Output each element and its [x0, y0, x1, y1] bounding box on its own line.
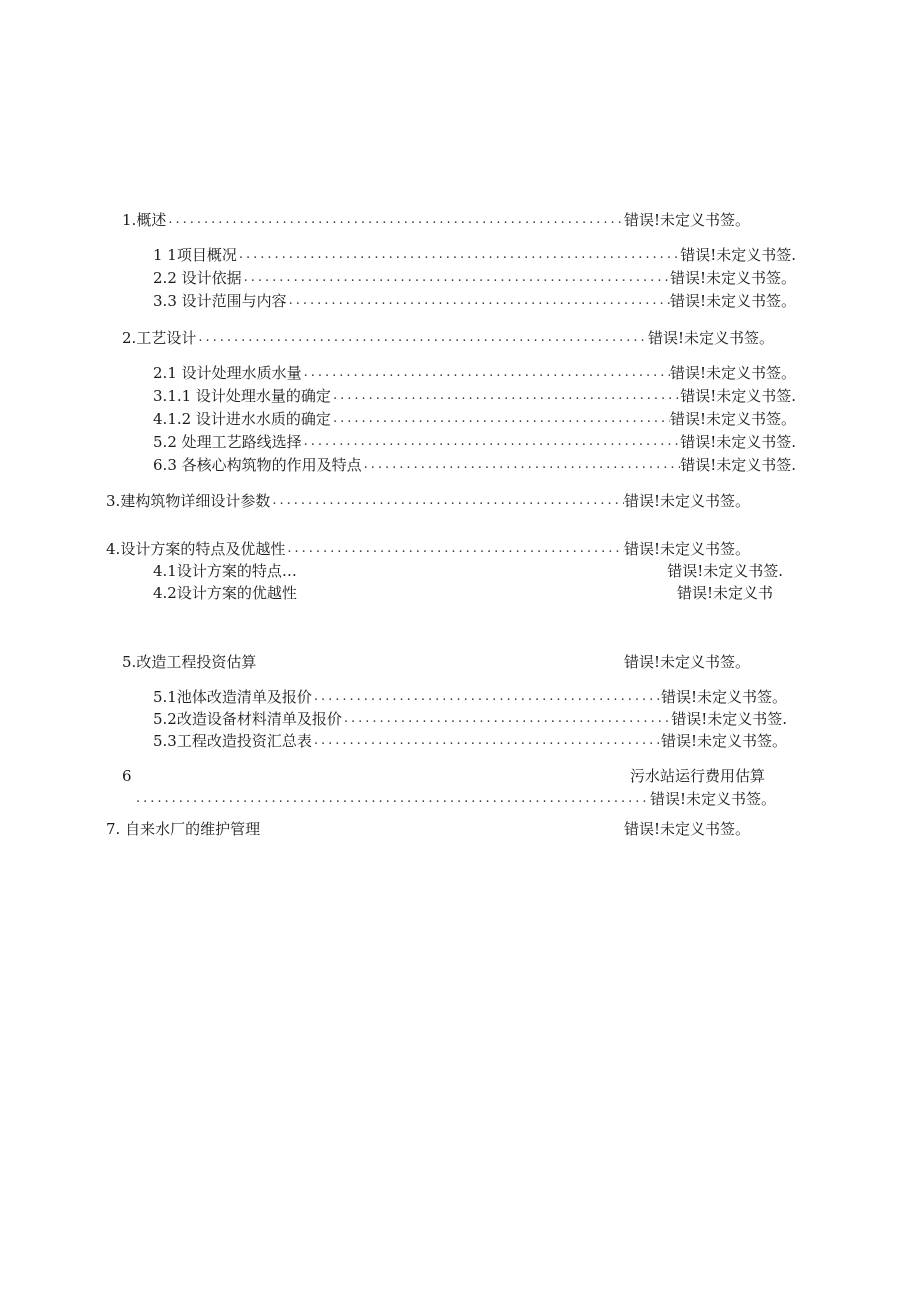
toc-title: .3 设计范围与内容	[162, 292, 287, 310]
toc-number: 2.	[153, 364, 168, 382]
toc-entry-4[interactable]	[106, 538, 750, 560]
toc-title: .建构筑物详细设计参数	[115, 492, 271, 510]
toc-page-ref: 错误!未定义书签。	[669, 364, 796, 382]
dot-leader	[342, 708, 671, 730]
toc-title: 设计方案的特点…	[176, 562, 297, 580]
toc-number: 3	[153, 292, 163, 310]
dot-leader	[242, 267, 670, 289]
toc-entry-1-1[interactable]	[153, 244, 796, 266]
toc-title: .改造工程投资估算	[131, 653, 257, 671]
dot-leader	[302, 431, 681, 453]
toc-number: 3	[106, 492, 116, 510]
toc-title: . 自来水厂的维护管理	[115, 820, 261, 838]
toc-page-ref: 错误!未定义书签。	[647, 329, 774, 347]
toc-entry-1-3[interactable]	[153, 290, 796, 312]
toc-entry-2-3[interactable]	[153, 454, 796, 476]
toc-title: 3 各核心构筑物的作用及特点	[167, 456, 362, 474]
dot-leader	[331, 408, 670, 430]
toc-number: 1 1	[153, 246, 177, 264]
toc-number: 5	[122, 653, 132, 671]
toc-number: 7	[106, 820, 116, 838]
toc-number: 3.	[153, 387, 168, 405]
toc-page-ref: 错误!未定义书签.	[680, 456, 796, 474]
toc-entry-5-2[interactable]	[153, 708, 787, 730]
toc-entry-2-1[interactable]	[153, 362, 796, 384]
toc-number: 2	[153, 269, 163, 287]
dot-leader	[196, 327, 648, 349]
toc-title: 池体改造清单及报价	[176, 688, 312, 706]
dot-leader	[270, 490, 624, 512]
toc-title: .设计方案的特点及优越性	[115, 540, 286, 558]
toc-title: 1.1 设计处理水量的确定	[167, 387, 331, 405]
toc-page-ref: 错误!未定义书签.	[680, 433, 796, 451]
toc-entry-5-3[interactable]	[153, 730, 787, 752]
toc-title: 2 处理工艺路线选择	[167, 433, 302, 451]
toc-page-ref: 错误!未定义书签。	[660, 732, 787, 750]
toc-entry-4-1[interactable]	[153, 560, 783, 582]
toc-entry-5[interactable]	[122, 651, 750, 673]
toc-page-ref: 错误!未定义书签。	[669, 410, 796, 428]
toc-number: 2	[122, 329, 132, 347]
toc-page-ref: 错误!未定义书签.	[680, 387, 796, 405]
dot-leader	[312, 730, 661, 752]
dot-leader	[166, 209, 624, 231]
toc-page-ref: 错误!未定义书签。	[623, 492, 750, 510]
dot-leader	[302, 362, 670, 384]
toc-title: 工程改造投资汇总表	[176, 732, 312, 750]
toc-number: 4	[106, 540, 116, 558]
toc-page-ref: 错误!未定义书签。	[660, 688, 787, 706]
toc-title: 项目概况	[176, 246, 237, 264]
dot-leader	[362, 454, 681, 476]
toc-number: 5.1	[153, 688, 177, 706]
toc-title: 1.2 设计进水水质的确定	[167, 410, 331, 428]
toc-number: 6	[122, 767, 132, 785]
toc-page-ref: 错误!未定义书	[676, 584, 773, 602]
toc-number: 5.3	[153, 732, 177, 750]
toc-number: 4.	[153, 410, 168, 428]
toc-page-ref: 错误!未定义书签.	[680, 246, 796, 264]
toc-entry-2-1-2[interactable]	[153, 408, 796, 430]
toc-page-ref: 错误!未定义书签.	[671, 710, 787, 728]
toc-title: 污水站运行费用估算	[630, 767, 766, 785]
toc-title: .概述	[131, 211, 167, 229]
toc-page-ref: 错误!未定义书签。	[623, 820, 750, 838]
dot-leader	[312, 686, 661, 708]
toc-entry-2-2[interactable]	[153, 431, 796, 453]
toc-title: .工艺设计	[131, 329, 197, 347]
toc-number: 1	[122, 211, 132, 229]
toc-entry-5-1[interactable]	[153, 686, 787, 708]
dot-leader	[237, 244, 680, 266]
toc-entry-4-2[interactable]	[153, 582, 773, 604]
toc-number: 5.	[153, 433, 168, 451]
toc-page-ref: 错误!未定义书签。	[649, 790, 776, 808]
toc-number: 4.1	[153, 562, 177, 580]
toc-entry-2[interactable]	[122, 327, 774, 349]
toc-title: 1 设计处理水质水量	[167, 364, 302, 382]
toc-entry-3[interactable]	[106, 490, 750, 512]
toc-entry-1-2[interactable]	[153, 267, 796, 289]
toc-title: .2 设计依据	[162, 269, 242, 287]
dot-leader	[331, 385, 680, 407]
toc-number: 6.	[153, 456, 168, 474]
toc-entry-7[interactable]	[106, 818, 750, 840]
toc-title: 设计方案的优越性	[176, 584, 297, 602]
dot-leader	[136, 788, 650, 810]
toc-title: 改造设备材料清单及报价	[176, 710, 342, 728]
toc-page-ref: 错误!未定义书签。	[669, 269, 796, 287]
toc-number: 4.2	[153, 584, 177, 602]
dot-leader	[285, 538, 624, 560]
toc-page-ref: 错误!未定义书签。	[623, 653, 750, 671]
toc-page-ref: 错误!未定义书签。	[669, 292, 796, 310]
toc-page-ref: 错误!未定义书签。	[623, 540, 750, 558]
toc-entry-2-1-1[interactable]	[153, 385, 796, 407]
toc-page-ref: 错误!未定义书签.	[667, 562, 783, 580]
toc-number: 5.2	[153, 710, 177, 728]
toc-entry-1[interactable]	[122, 209, 750, 231]
dot-leader	[287, 290, 670, 312]
toc-page-ref: 错误!未定义书签。	[623, 211, 750, 229]
